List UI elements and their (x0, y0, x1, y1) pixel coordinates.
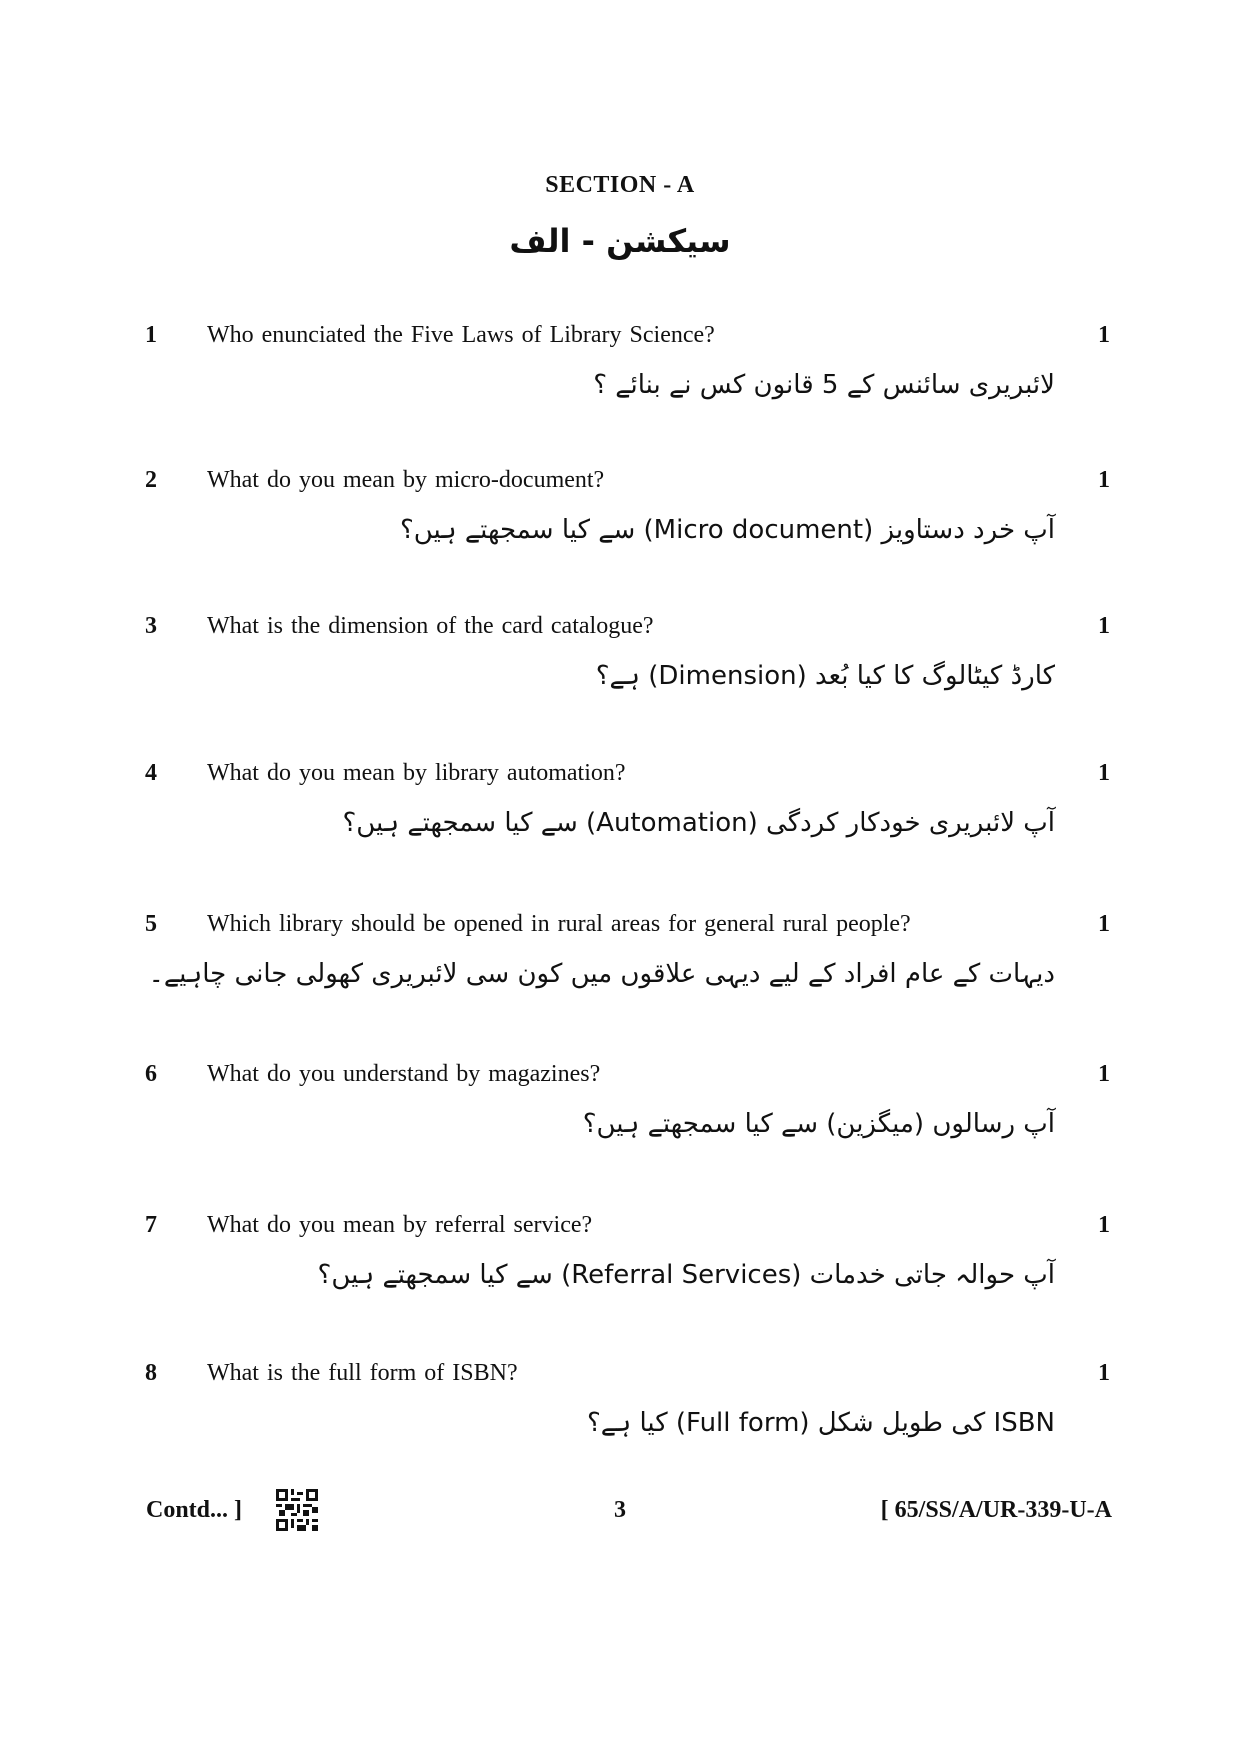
question-text-urdu: آپ رسالوں (میگزین) سے کیا سمجھتے ہیں؟ (582, 1109, 1055, 1139)
question-marks: 1 (1098, 1360, 1110, 1386)
question-text: What do you understand by magazines? (207, 1061, 601, 1087)
question-number: 7 (145, 1212, 157, 1238)
question-item (0, 1061, 1240, 1161)
question-marks: 1 (1098, 322, 1110, 348)
question-marks: 1 (1098, 1212, 1110, 1238)
question-number: 6 (145, 1061, 157, 1087)
question-item (0, 613, 1240, 713)
paper-code: [ 65/SS/A/UR-339-U-A (880, 1497, 1112, 1523)
page-number: 3 (614, 1497, 626, 1523)
question-text: What is the dimension of the card catalogue? (207, 613, 654, 639)
question-text-urdu: آپ لائبریری خودکار کردگی (Automation) سے کیا سمجھتے ہیں؟ (342, 808, 1055, 838)
question-number: 4 (145, 760, 157, 786)
question-number: 2 (145, 467, 157, 493)
question-item (0, 467, 1240, 567)
question-item (0, 1212, 1240, 1312)
question-marks: 1 (1098, 911, 1110, 937)
question-text-urdu: آپ حوالہ جاتی خدمات (Referral Services) سے کیا سمجھتے ہیں؟ (317, 1260, 1055, 1290)
question-number: 8 (145, 1360, 157, 1386)
question-marks: 1 (1098, 613, 1110, 639)
question-marks: 1 (1098, 467, 1110, 493)
question-marks: 1 (1098, 1061, 1110, 1087)
question-item (0, 760, 1240, 860)
question-text: Who enunciated the Five Laws of Library Science? (207, 322, 715, 348)
question-text: What do you mean by micro-document? (207, 467, 605, 493)
question-number: 1 (145, 322, 157, 348)
question-text-urdu: دیہات کے عام افراد کے لیے دیہی علاقوں میں کون سی لائبریری کھولی جانی چاہیے۔ (148, 959, 1055, 989)
question-item (0, 322, 1240, 422)
section-title-urdu: سیکشن - الف (509, 222, 731, 260)
question-text-urdu: کارڈ کیٹالوگ کا کیا بُعد (Dimension) ہے؟ (595, 661, 1055, 691)
continued-label: Contd... ] (146, 1497, 243, 1523)
question-item (0, 1360, 1240, 1460)
question-text: Which library should be opened in rural areas for general rural people? (207, 911, 911, 937)
section-title: SECTION - A (545, 172, 695, 198)
question-text: What do you mean by library automation? (207, 760, 626, 786)
question-marks: 1 (1098, 760, 1110, 786)
question-item (0, 911, 1240, 1011)
page-footer (0, 1497, 1240, 1537)
question-text-urdu: آپ خرد دستاویز (Micro document) سے کیا سمجھتے ہیں؟ (399, 515, 1055, 545)
question-text: What do you mean by referral service? (207, 1212, 593, 1238)
question-text: What is the full form of ISBN? (207, 1360, 518, 1386)
question-text-urdu: لائبریری سائنس کے 5 قانون کس نے بنائے ؟ (593, 370, 1055, 400)
question-number: 3 (145, 613, 157, 639)
question-text-urdu: ISBN کی طویل شکل (Full form) کیا ہے؟ (586, 1408, 1055, 1438)
question-number: 5 (145, 911, 157, 937)
